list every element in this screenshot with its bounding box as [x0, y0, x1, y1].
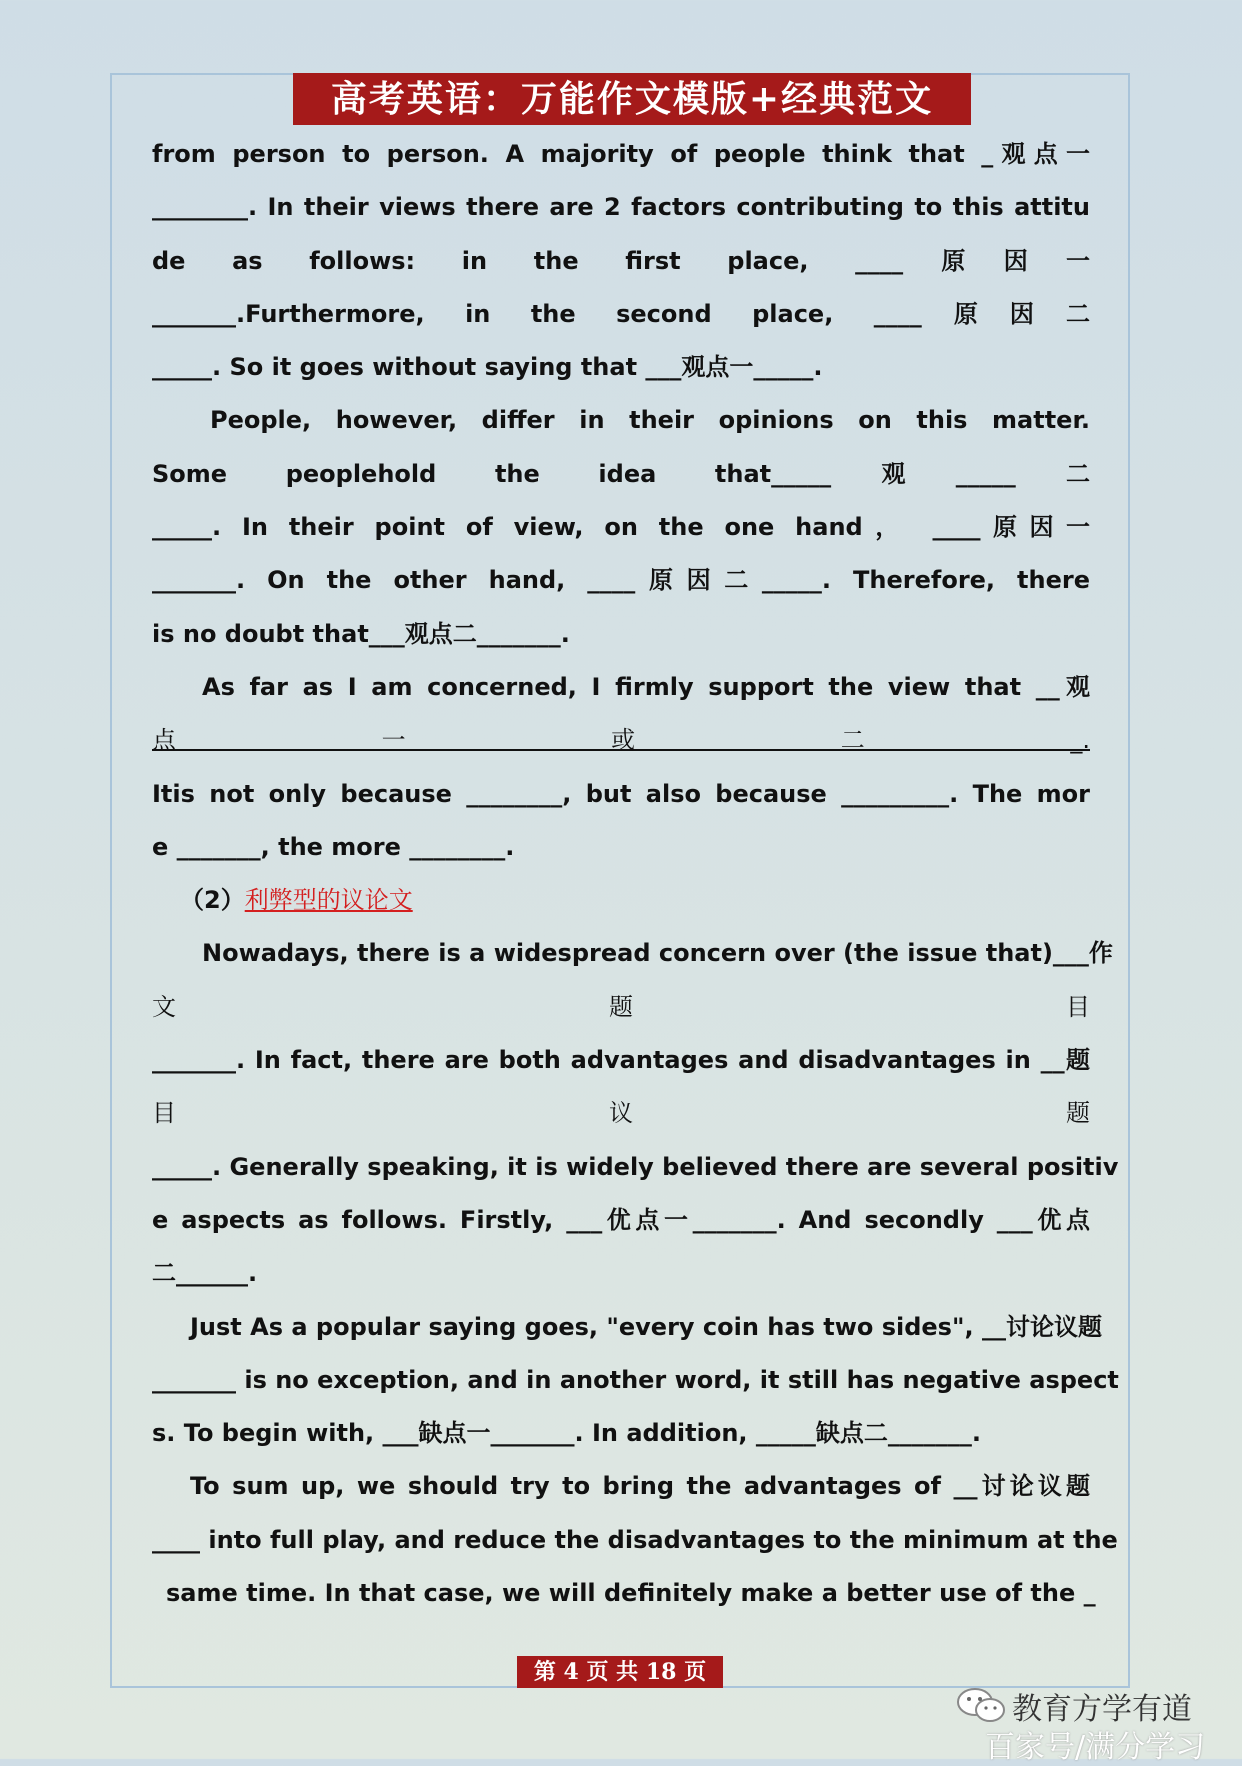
text-line: Nowadays, there is a widespread concern over (the issue that)___作 — [202, 939, 1113, 968]
text-line: _______.Furthermore, in the second place, ____原因二 — [152, 299, 1090, 328]
text-line: same time. In that case, we will definitely make a better use of the _ — [166, 1579, 1096, 1608]
text-line: de as follows: in the first place, ____原因一 — [152, 246, 1090, 275]
watermark-account: 教育方学有道 — [1012, 1692, 1192, 1727]
page-title: 高考英语：万能作文模版+经典范文 — [293, 73, 971, 125]
text-line: _______. On the other hand, ____原因二_____. Therefore, there — [152, 566, 1090, 595]
text-line: ____ into full play, and reduce the disadvantages to the minimum at the — [152, 1525, 1118, 1554]
text-line: 点 一 或 二 _. — [152, 726, 1090, 755]
text-line: e _______, the more ________. — [152, 832, 515, 861]
section-heading — [152, 874, 1090, 927]
text-line: is no doubt that___观点二_______. — [152, 619, 570, 648]
text-line: ________. In their views there are 2 factors contributing to this attitu — [152, 193, 1090, 222]
page-indicator: 第 4 页 共 18 页 — [517, 1656, 723, 1688]
watermark-source: 百家号/满分学习 — [985, 1730, 1206, 1765]
text-line: Itis not only because ________, but also because _________. The mor — [152, 779, 1090, 808]
text-line: e aspects as follows. Firstly, ___优点一_______. And secondly ___优点 — [152, 1205, 1090, 1234]
wechat-logo-icon — [955, 1685, 1009, 1725]
text-line: 二______. — [152, 1259, 258, 1288]
text-line: People, however, differ in their opinions on this matter. — [210, 406, 1090, 435]
text-line: 文 题 目 — [152, 992, 1090, 1021]
text-line: from person to person. A majority of people think that _观点一 — [152, 140, 1090, 168]
section-title: 利弊型的议论文 — [244, 886, 413, 915]
text-line: Some peoplehold the idea that_____观_____二 — [152, 459, 1090, 488]
document-body — [152, 128, 1119, 1620]
text-line: _____. So it goes without saying that ___观点一_____. — [152, 353, 823, 382]
text-line: As far as I am concerned, I firmly support the view that __观 — [202, 672, 1090, 701]
text-line: _____. In their point of view, on the one hand， ____原因一 — [152, 513, 1090, 542]
text-line: Just As a popular saying goes, "every coin has two sides", __讨论议题 — [190, 1312, 1102, 1341]
text-line: _______. In fact, there are both advantages and disadvantages in __题 — [152, 1046, 1090, 1075]
section-number: （2） — [180, 886, 245, 915]
text-line: To sum up, we should try to bring the advantages of __讨论议题 — [190, 1472, 1090, 1501]
text-line: _______ is no exception, and in another word, it still has negative aspect — [152, 1365, 1119, 1394]
text-line: 目 议 题 — [152, 1099, 1090, 1128]
text-line: _____. Generally speaking, it is widely believed there are several positiv — [152, 1152, 1119, 1181]
text-line: s. To begin with, ___缺点一_______. In addition, _____缺点二_______. — [152, 1419, 982, 1448]
